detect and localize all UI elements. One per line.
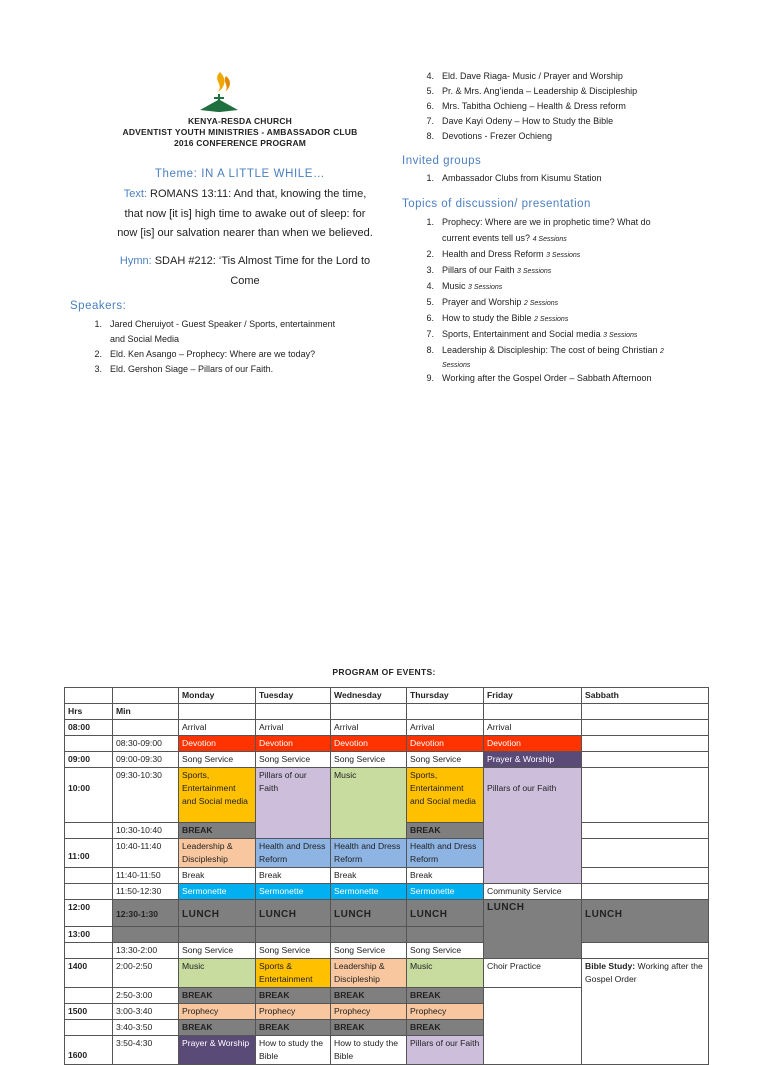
table-cell: Song Service bbox=[179, 752, 256, 768]
table-row bbox=[65, 720, 709, 736]
text: 9. bbox=[426, 373, 434, 383]
text: Sessions bbox=[442, 362, 471, 369]
text: and Social Media bbox=[110, 334, 180, 344]
schedule-table bbox=[64, 687, 709, 1065]
table-cell: 08:30-09:00 bbox=[113, 736, 179, 752]
hymn-line-1: SDAH #212: ‘Tis Almost Time for the Lord to bbox=[151, 255, 371, 267]
table-cell: LUNCH bbox=[484, 900, 582, 959]
text: 1600 bbox=[68, 1050, 88, 1060]
invited-heading: Invited groups bbox=[402, 155, 482, 167]
table-cell: How to study the Bible bbox=[331, 1036, 407, 1065]
table-cell bbox=[331, 704, 407, 720]
table-cell: Leadership & Discipleship bbox=[179, 839, 256, 868]
list-item bbox=[420, 343, 700, 359]
text: 6. bbox=[426, 313, 434, 323]
text: Ambassador Clubs from Kisumu Station bbox=[442, 173, 602, 183]
hymn bbox=[70, 252, 420, 291]
text: Prayer and Worship bbox=[442, 297, 522, 307]
table-cell: BREAK bbox=[407, 1020, 484, 1036]
table-cell: BREAK bbox=[179, 988, 256, 1004]
text: 3 Sessions bbox=[546, 252, 581, 259]
table-cell: 13:00 bbox=[65, 927, 113, 943]
table-cell: Prophecy bbox=[179, 1004, 256, 1020]
table-cell: Tuesday bbox=[256, 688, 331, 704]
table-cell: Song Service bbox=[256, 943, 331, 959]
table-cell: Song Service bbox=[179, 943, 256, 959]
text: Sports, Entertainment and Social media bbox=[442, 329, 601, 339]
list-item bbox=[420, 99, 700, 114]
table-cell: Devotion bbox=[407, 736, 484, 752]
table-cell: Music bbox=[407, 959, 484, 988]
table-cell: Arrival bbox=[484, 720, 582, 736]
text: 4. bbox=[426, 281, 434, 291]
text: 2 Sessions bbox=[523, 300, 559, 307]
hymn-line-2: Come bbox=[230, 274, 260, 287]
table-row bbox=[65, 688, 709, 704]
table-cell: 08:00 bbox=[65, 720, 113, 736]
church-name: KENYA-RESDA CHURCH bbox=[187, 116, 293, 126]
table-cell bbox=[582, 959, 709, 1065]
ministry-name: ADVENTIST YOUTH MINISTRIES - AMBASSADOR CLUB bbox=[122, 127, 358, 137]
table-cell: How to study the Bible bbox=[256, 1036, 331, 1065]
speakers-list-continued bbox=[420, 69, 700, 144]
table-cell: LUNCH bbox=[407, 900, 484, 927]
text: 8. bbox=[426, 345, 434, 355]
table-row bbox=[65, 943, 709, 959]
table-row bbox=[65, 704, 709, 720]
text: Jared Cheruiyot - Guest Speaker / Sports, entertainment bbox=[110, 319, 336, 329]
table-cell bbox=[65, 688, 113, 704]
text-label: Text: bbox=[123, 188, 147, 200]
text: Mrs. Tabitha Ochieng – Health & Dress reform bbox=[442, 101, 626, 111]
text: Pr. & Mrs. Ang’ienda – Leadership & Discipleship bbox=[442, 86, 638, 96]
text: 2. bbox=[94, 349, 102, 359]
table-cell: Song Service bbox=[331, 943, 407, 959]
list-item bbox=[88, 362, 358, 377]
table-cell: Sermonette bbox=[331, 884, 407, 900]
table-cell: Sermonette bbox=[407, 884, 484, 900]
list-item bbox=[420, 311, 700, 327]
table-cell: Monday bbox=[179, 688, 256, 704]
table-cell: BREAK bbox=[407, 823, 484, 839]
table-cell: 10:30-10:40 bbox=[113, 823, 179, 839]
table-cell: Song Service bbox=[407, 943, 484, 959]
table-cell bbox=[582, 943, 709, 959]
table-cell: BREAK bbox=[407, 988, 484, 1004]
table-cell: Pillars of our Faith bbox=[484, 768, 582, 884]
list-item bbox=[420, 171, 700, 186]
list-item bbox=[88, 332, 358, 347]
text: 4 Sessions bbox=[532, 236, 567, 243]
table-cell: Sports, Entertainment and Social media bbox=[407, 768, 484, 823]
table-cell bbox=[582, 736, 709, 752]
table-cell: Min bbox=[113, 704, 179, 720]
table-cell: 11:50-12:30 bbox=[113, 884, 179, 900]
table-cell bbox=[179, 927, 256, 943]
table-cell bbox=[582, 884, 709, 900]
table-row bbox=[65, 900, 709, 927]
table-cell: Pillars of our Faith bbox=[407, 1036, 484, 1065]
table-cell bbox=[407, 927, 484, 943]
table-row bbox=[65, 959, 709, 988]
text: Bible Study: bbox=[585, 961, 636, 971]
table-cell: LUNCH bbox=[331, 900, 407, 927]
table-cell: 13:30-2:00 bbox=[113, 943, 179, 959]
table-cell: Choir Practice bbox=[484, 959, 582, 988]
table-cell: BREAK bbox=[331, 1020, 407, 1036]
table-cell: Prophecy bbox=[407, 1004, 484, 1020]
table-cell: BREAK bbox=[256, 1020, 331, 1036]
text: Dave Kayi Odeny – How to Study the Bible bbox=[442, 116, 614, 126]
table-cell: Arrival bbox=[256, 720, 331, 736]
table-cell: Arrival bbox=[407, 720, 484, 736]
table-cell: BREAK bbox=[331, 988, 407, 1004]
table-cell: LUNCH bbox=[179, 900, 256, 927]
table-cell: Arrival bbox=[179, 720, 256, 736]
table-row bbox=[65, 752, 709, 768]
text: 1. bbox=[426, 217, 434, 227]
table-cell: Song Service bbox=[331, 752, 407, 768]
text: 1. bbox=[94, 319, 102, 329]
table-cell: 3:40-3:50 bbox=[113, 1020, 179, 1036]
table-cell: 1400 bbox=[65, 959, 113, 988]
table-cell bbox=[179, 704, 256, 720]
table-cell bbox=[65, 1036, 113, 1065]
table-cell bbox=[582, 839, 709, 868]
table-cell bbox=[113, 720, 179, 736]
table-cell bbox=[65, 988, 113, 1004]
table-cell: 11:40-11:50 bbox=[113, 868, 179, 884]
table-cell: Song Service bbox=[256, 752, 331, 768]
invited-list bbox=[420, 171, 700, 186]
list-item bbox=[420, 279, 700, 295]
table-cell bbox=[582, 720, 709, 736]
table-cell: BREAK bbox=[256, 988, 331, 1004]
table-cell: Break bbox=[179, 868, 256, 884]
table-cell: Sermonette bbox=[256, 884, 331, 900]
table-cell bbox=[582, 704, 709, 720]
table-cell: Prayer & Worship bbox=[484, 752, 582, 768]
table-cell bbox=[582, 823, 709, 839]
table-cell: 12:00 bbox=[65, 900, 113, 927]
speakers-heading: Speakers: bbox=[70, 300, 127, 312]
list-item bbox=[420, 69, 700, 84]
text: 11:00 bbox=[68, 851, 90, 861]
text: 5. bbox=[426, 86, 434, 96]
text: 10:00 bbox=[68, 783, 90, 793]
table-row bbox=[65, 736, 709, 752]
table-cell: Devotion bbox=[256, 736, 331, 752]
text: Leadership & Discipleship: The cost of being Christian bbox=[442, 345, 658, 355]
sda-logo-icon bbox=[194, 70, 244, 116]
program-title: PROGRAM OF EVENTS: bbox=[332, 667, 436, 677]
speakers-list bbox=[88, 317, 358, 377]
table-cell: Devotion bbox=[331, 736, 407, 752]
table-row bbox=[65, 868, 709, 884]
table-cell bbox=[484, 988, 582, 1065]
table-cell: Sermonette bbox=[179, 884, 256, 900]
table-cell bbox=[256, 704, 331, 720]
text: 3 Sessions bbox=[517, 268, 552, 275]
list-item bbox=[420, 263, 700, 279]
table-cell: LUNCH bbox=[256, 900, 331, 927]
table-row bbox=[65, 768, 709, 823]
text: 3. bbox=[426, 265, 434, 275]
list-item bbox=[420, 247, 700, 263]
text: 2. bbox=[426, 249, 434, 259]
text: Health and Dress Reform bbox=[442, 249, 544, 259]
table-cell: Wednesday bbox=[331, 688, 407, 704]
table-cell: Thursday bbox=[407, 688, 484, 704]
table-cell bbox=[113, 688, 179, 704]
list-item bbox=[88, 347, 358, 362]
text: 3 Sessions bbox=[603, 332, 638, 339]
text: 1. bbox=[426, 173, 434, 183]
table-cell: 2:00-2:50 bbox=[113, 959, 179, 988]
list-item bbox=[420, 84, 700, 99]
table-row bbox=[65, 884, 709, 900]
table-cell: Song Service bbox=[407, 752, 484, 768]
table-cell: Sports & Entertainment bbox=[256, 959, 331, 988]
list-item bbox=[420, 359, 700, 371]
table-cell bbox=[65, 868, 113, 884]
topics-list bbox=[420, 215, 700, 387]
list-item bbox=[420, 129, 700, 144]
text: 5. bbox=[426, 297, 434, 307]
table-cell: Music bbox=[179, 959, 256, 988]
table-cell bbox=[582, 752, 709, 768]
table-cell: 3:50-4:30 bbox=[113, 1036, 179, 1065]
list-item bbox=[420, 371, 700, 387]
theme-line: Theme: IN A LITTLE WHILE… bbox=[154, 168, 326, 180]
text: Eld. Gershon Siage – Pillars of our Faith. bbox=[110, 364, 274, 374]
table-cell: Prophecy bbox=[256, 1004, 331, 1020]
text: current events tell us? bbox=[442, 233, 531, 243]
table-cell: Friday bbox=[484, 688, 582, 704]
table-cell bbox=[65, 839, 113, 868]
table-cell bbox=[65, 823, 113, 839]
table-cell: Devotion bbox=[484, 736, 582, 752]
table-cell: Devotion bbox=[179, 736, 256, 752]
table-cell: Health and Dress Reform bbox=[256, 839, 331, 868]
table-cell bbox=[582, 768, 709, 823]
text: Music bbox=[442, 281, 466, 291]
table-cell: BREAK bbox=[179, 1020, 256, 1036]
table-cell bbox=[331, 927, 407, 943]
text: 7. bbox=[426, 116, 434, 126]
table-cell: 2:50-3:00 bbox=[113, 988, 179, 1004]
table-cell: Break bbox=[331, 868, 407, 884]
table-cell bbox=[65, 884, 113, 900]
table-cell: Health and Dress Reform bbox=[331, 839, 407, 868]
text: Working after the Gospel Order bbox=[585, 961, 703, 984]
table-cell bbox=[113, 927, 179, 943]
table-cell: 1500 bbox=[65, 1004, 113, 1020]
table-cell bbox=[65, 943, 113, 959]
list-item bbox=[420, 114, 700, 129]
table-cell: Arrival bbox=[331, 720, 407, 736]
table-row bbox=[65, 839, 709, 868]
table-cell: 09:30-10:30 bbox=[113, 768, 179, 823]
text: Pillars of our Faith bbox=[442, 265, 515, 275]
document-header bbox=[60, 116, 420, 149]
text: 2 Sessions bbox=[534, 316, 569, 323]
table-cell: Music bbox=[331, 768, 407, 839]
table-cell: LUNCH bbox=[582, 900, 709, 943]
table-cell: Sports, Entertainment and Social media bbox=[179, 768, 256, 823]
table-cell bbox=[65, 1020, 113, 1036]
text: 3. bbox=[94, 364, 102, 374]
table-cell: Prayer & Worship bbox=[179, 1036, 256, 1065]
table-cell: Hrs bbox=[65, 704, 113, 720]
table-cell: BREAK bbox=[179, 823, 256, 839]
text-line-2: that now [it is] high time to awake out of sleep: for bbox=[124, 207, 366, 220]
table-cell: Sabbath bbox=[582, 688, 709, 704]
table-cell bbox=[407, 704, 484, 720]
text: 3 Sessions bbox=[468, 284, 503, 291]
table-cell: Community Service bbox=[484, 884, 582, 900]
text: Eld. Dave Riaga- Music / Prayer and Worship bbox=[442, 71, 623, 81]
table-cell: Break bbox=[407, 868, 484, 884]
table-cell: 09:00 bbox=[65, 752, 113, 768]
text: 6. bbox=[426, 101, 434, 111]
table-cell bbox=[65, 736, 113, 752]
text: 8. bbox=[426, 131, 434, 141]
text: 2 bbox=[659, 348, 664, 355]
text-verse bbox=[70, 185, 420, 244]
table-cell: 3:00-3:40 bbox=[113, 1004, 179, 1020]
table-cell: 12:30-1:30 bbox=[113, 900, 179, 927]
text-line-1: ROMANS 13:11: And that, knowing the time, bbox=[146, 188, 367, 200]
table-cell bbox=[256, 927, 331, 943]
hymn-label: Hymn: bbox=[119, 255, 152, 267]
text: How to study the Bible bbox=[442, 313, 532, 323]
list-item bbox=[420, 231, 700, 247]
text: Eld. Ken Asango – Prophecy: Where are we today? bbox=[110, 349, 316, 359]
table-cell: Break bbox=[256, 868, 331, 884]
table-cell: Pillars of our Faith bbox=[256, 768, 331, 839]
table-cell bbox=[582, 868, 709, 884]
program-name: 2016 CONFERENCE PROGRAM bbox=[173, 138, 307, 148]
list-item bbox=[420, 295, 700, 311]
topics-heading: Topics of discussion/ presentation bbox=[402, 198, 591, 210]
table-cell: Prophecy bbox=[331, 1004, 407, 1020]
text: Working after the Gospel Order – Sabbath Afternoon bbox=[442, 373, 652, 383]
table-cell: Health and Dress Reform bbox=[407, 839, 484, 868]
text-line-3: now [is] our salvation nearer than when we believed. bbox=[117, 227, 373, 239]
list-item bbox=[420, 215, 700, 231]
table-cell: Leadership & Discipleship bbox=[331, 959, 407, 988]
table-cell bbox=[484, 704, 582, 720]
text: Prophecy: Where are we in prophetic time? What do bbox=[442, 217, 651, 227]
table-cell: 09:00-09:30 bbox=[113, 752, 179, 768]
list-item bbox=[420, 327, 700, 343]
text: Devotions - Frezer Ochieng bbox=[442, 131, 553, 141]
table-cell: 10:40-11:40 bbox=[113, 839, 179, 868]
text: 7. bbox=[426, 329, 434, 339]
table-cell bbox=[65, 768, 113, 823]
list-item bbox=[88, 317, 358, 332]
text: 4. bbox=[426, 71, 434, 81]
